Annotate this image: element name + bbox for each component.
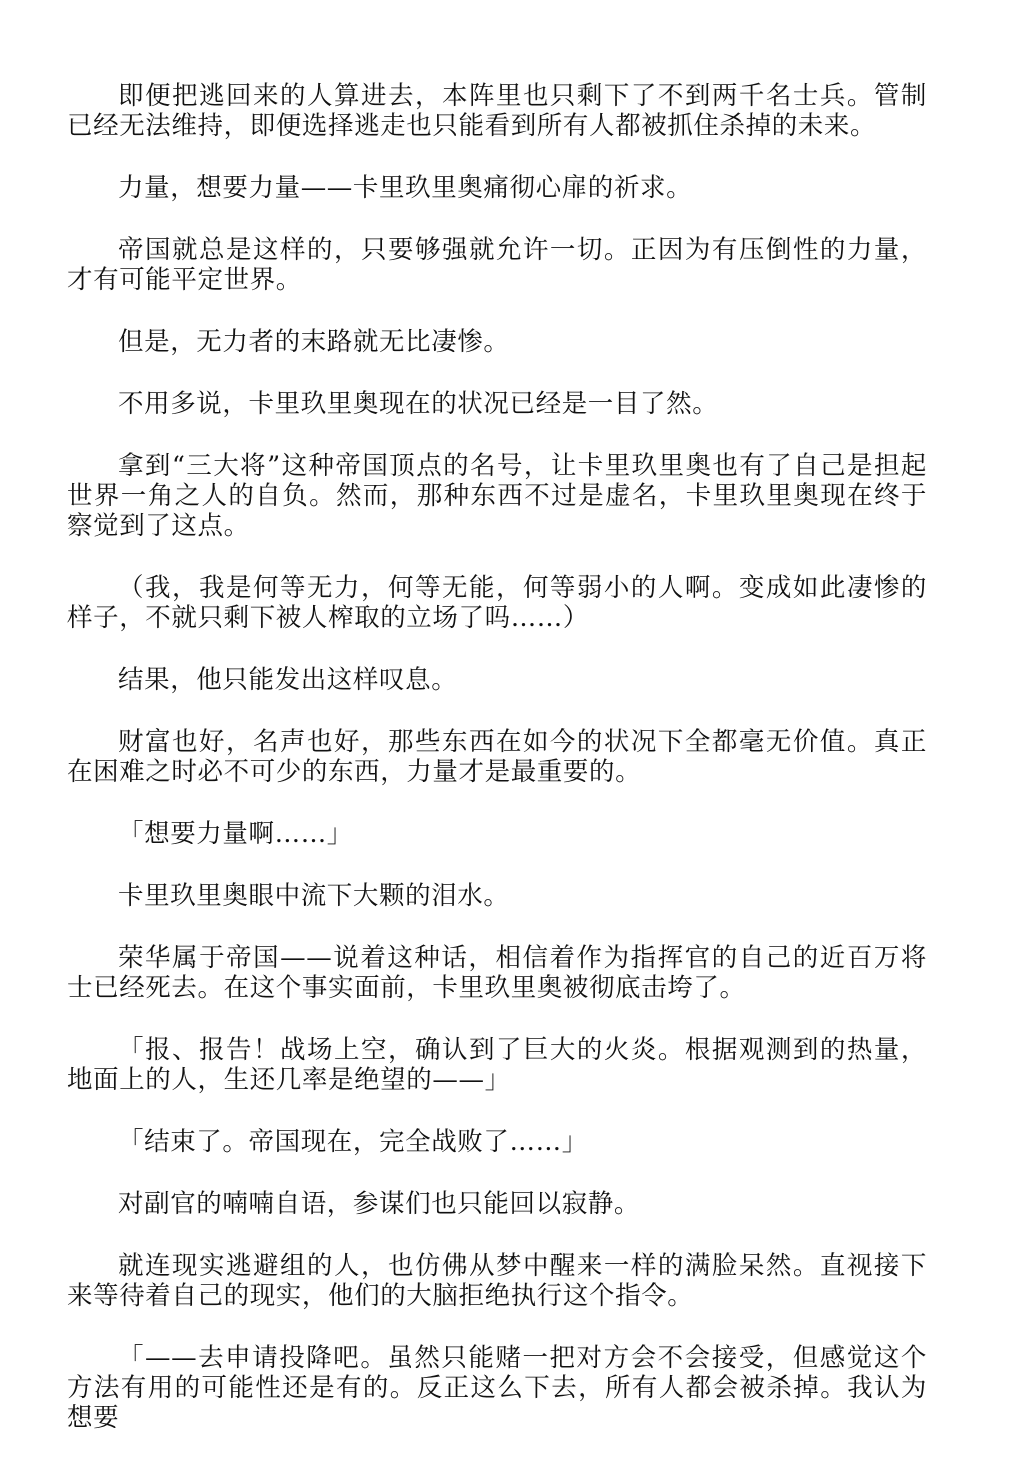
- paragraph: 拿到“三大将”这种帝国顶点的名号，让卡里玖里奥也有了自己是担起世界一角之人的自负。然而，那种东西不过是虚名，卡里玖里奥现在终于察觉到了这点。: [67, 451, 927, 541]
- paragraph: 力量，想要力量——卡里玖里奥痛彻心扉的祈求。: [118, 173, 693, 203]
- paragraph: 对副官的喃喃自语，参谋们也只能回以寂静。: [118, 1189, 641, 1219]
- paragraph: 但是，无力者的末路就无比凄惨。: [118, 327, 510, 357]
- dialogue-paragraph: 「结束了。帝国现在，完全战败了……」: [118, 1127, 588, 1157]
- paragraph: 不用多说，卡里玖里奥现在的状况已经是一目了然。: [118, 389, 719, 419]
- paragraph: 帝国就总是这样的，只要够强就允许一切。正因为有压倒性的力量，才有可能平定世界。: [67, 235, 927, 295]
- document-page: [67, 81, 927, 1465]
- paragraph: 就连现实逃避组的人，也仿佛从梦中醒来一样的满脸呆然。直视接下来等待着自己的现实，他们的大脑拒绝执行这个指令。: [67, 1251, 927, 1311]
- paragraph: 即便把逃回来的人算进去，本阵里也只剩下了不到两千名士兵。管制已经无法维持，即便选择逃走也只能看到所有人都被抓住杀掉的未来。: [67, 81, 927, 141]
- dialogue-paragraph: 「——去申请投降吧。虽然只能赌一把对方会不会接受，但感觉这个方法有用的可能性还是有的。反正这么下去，所有人都会被杀掉。我认为想要: [67, 1343, 927, 1433]
- paragraph: 结果，他只能发出这样叹息。: [118, 665, 458, 695]
- paragraph: 财富也好，名声也好，那些东西在如今的状况下全都毫无价值。真正在困难之时必不可少的东西，力量才是最重要的。: [67, 727, 927, 787]
- paragraph: 卡里玖里奥眼中流下大颗的泪水。: [118, 881, 510, 911]
- dialogue-paragraph: 「想要力量啊……」: [118, 819, 353, 849]
- dialogue-paragraph: 「报、报告！战场上空，确认到了巨大的火炎。根据观测到的热量，地面上的人，生还几率是绝望的——」: [67, 1035, 927, 1095]
- paragraph: 荣华属于帝国——说着这种话，相信着作为指挥官的自己的近百万将士已经死去。在这个事实面前，卡里玖里奥被彻底击垮了。: [67, 943, 927, 1003]
- paragraph: （我，我是何等无力，何等无能，何等弱小的人啊。变成如此凄惨的样子，不就只剩下被人榨取的立场了吗……）: [67, 573, 927, 633]
